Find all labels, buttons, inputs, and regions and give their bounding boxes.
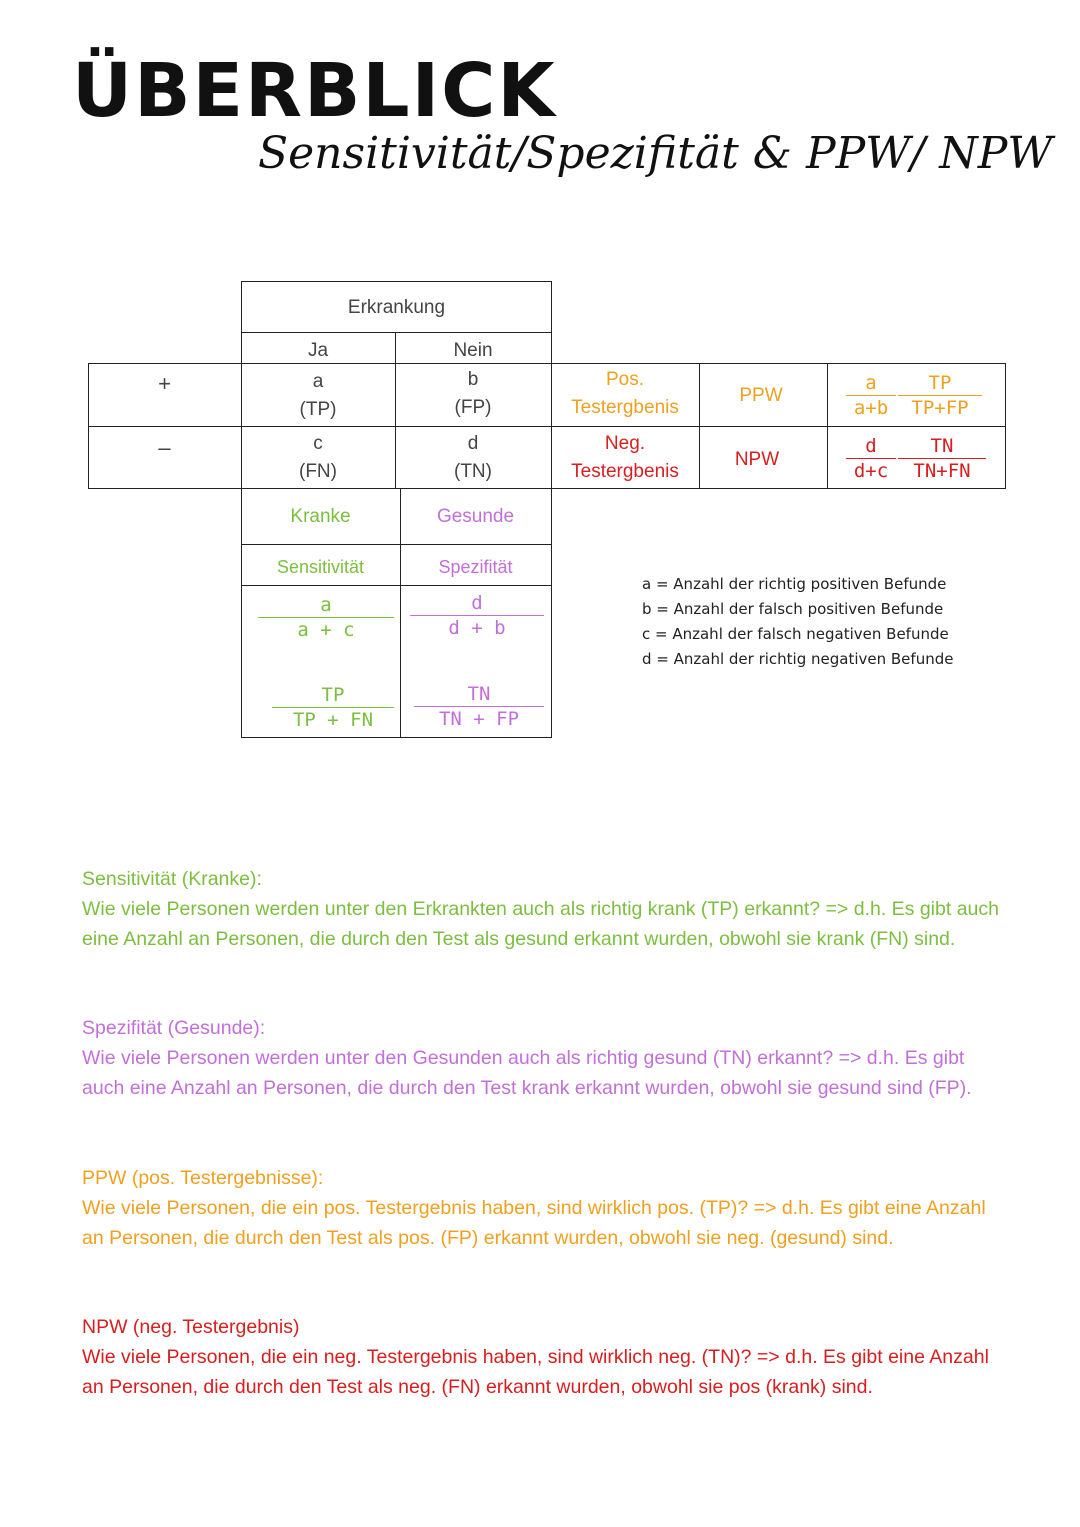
sensitivitaet-label: Sensitivität xyxy=(276,557,365,577)
pos-testergebnis-label: Pos. Testergbenis xyxy=(571,369,679,418)
section-ppw-title: PPW (pos. Testergebnisse): xyxy=(82,1167,324,1189)
row-plus-sign: + xyxy=(158,371,171,396)
legend xyxy=(642,572,953,672)
kranke-label: Kranke xyxy=(290,506,351,527)
col-ja: Ja xyxy=(307,340,329,361)
legend-item: a = Anzahl der richtig positiven Befunde xyxy=(642,575,947,593)
table-header-erkrankung: Erkrankung xyxy=(347,297,446,318)
section-sensitivitaet xyxy=(82,864,1012,954)
section-ppw xyxy=(82,1163,1012,1253)
section-npw-title: NPW (neg. Testergebnis) xyxy=(82,1316,300,1338)
section-npw-text: Wie viele Personen, die ein neg. Testergebnis haben, sind wirklich neg. (TN)? => d.h. Es gibt eine Anzahl an Personen, die durch den Test als neg. (FN) erkannt wurden, obwohl sie pos (krank) sind. xyxy=(82,1346,989,1398)
cell-c: c (FN) xyxy=(299,433,337,482)
spez-formula-db: d d + b xyxy=(410,592,544,639)
section-spezifitaet xyxy=(82,1013,1012,1103)
sens-formula-tpfn: TP TP + FN xyxy=(272,684,394,731)
legend-item: d = Anzahl der richtig negativen Befunde xyxy=(642,650,954,668)
page-title: ÜBERBLICK xyxy=(72,48,557,134)
cell-a: a (TP) xyxy=(299,371,337,420)
gesunde-label: Gesunde xyxy=(436,506,515,527)
npw-formula-tnfn: TN TN+FN xyxy=(898,435,986,482)
neg-testergebnis-label: Neg. Testergbenis xyxy=(571,433,679,482)
page-subtitle: Sensitivität/Spezifität & PPW/ NPW xyxy=(258,128,1053,179)
ppw-formula-ab: a a+b xyxy=(846,372,896,419)
legend-item: c = Anzahl der falsch negativen Befunde xyxy=(642,625,949,643)
npw-label: NPW xyxy=(734,449,780,470)
legend-item: b = Anzahl der falsch positiven Befunde xyxy=(642,600,944,618)
section-spezifitaet-text: Wie viele Personen werden unter den Gesunden auch als richtig gesund (TN) erkannt? => d.h. Es gibt auch eine Anzahl an Personen, die durch den Test krank erkannt wurden, obwohl sie gesund sind (FP). xyxy=(82,1047,972,1099)
row-minus-sign: – xyxy=(158,435,171,460)
ppw-formula-tpfp: TP TP+FP xyxy=(898,372,982,419)
npw-formula-dc: d d+c xyxy=(846,435,896,482)
spezifitaet-label: Spezifität xyxy=(438,557,513,577)
ppw-label: PPW xyxy=(739,385,783,406)
col-nein: Nein xyxy=(453,340,493,361)
spez-formula-tnfp: TN TN + FP xyxy=(414,683,544,730)
section-sensitivitaet-title: Sensitivität (Kranke): xyxy=(82,868,262,890)
cell-d: d (TN) xyxy=(454,433,492,482)
section-sensitivitaet-text: Wie viele Personen werden unter den Erkrankten auch als richtig krank (TP) erkannt? => d.h. Es gibt auch eine Anzahl an Personen, die durch den Test als gesund erkannt wurden, obwohl sie krank (FN) sind. xyxy=(82,898,999,950)
sens-formula-ac: a a + c xyxy=(258,594,394,641)
section-npw xyxy=(82,1312,1012,1402)
cell-b: b (FP) xyxy=(454,369,492,418)
section-ppw-text: Wie viele Personen, die ein pos. Testergebnis haben, sind wirklich pos. (TP)? => d.h. Es gibt eine Anzahl an Personen, die durch den Test als pos. (FP) erkannt wurden, obwohl sie neg. (gesund) sind. xyxy=(82,1197,986,1249)
section-spezifitaet-title: Spezifität (Gesunde): xyxy=(82,1017,266,1039)
